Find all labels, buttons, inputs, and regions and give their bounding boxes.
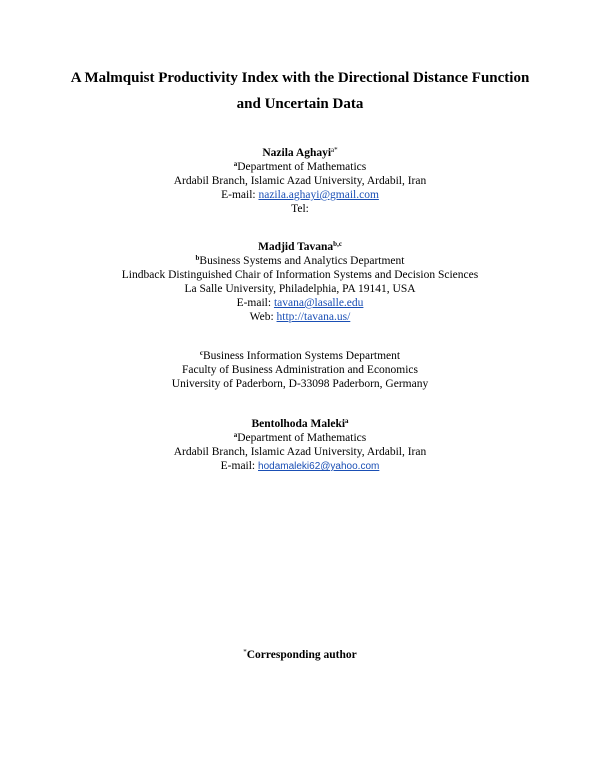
author-2-email-link[interactable]: tavana@lasalle.edu [273, 297, 364, 309]
author-3-affiliation-mark: a [233, 431, 238, 439]
author-2-web-label: Web: [249, 311, 277, 323]
affiliation-c [0, 349, 600, 363]
author-3-email-link[interactable]: hodamaleki62@yahoo.com [258, 461, 380, 472]
author-1-email-link[interactable]: nazila.aghayi@gmail.com [258, 189, 379, 201]
author-3-email-label: E-mail: [220, 460, 259, 472]
author-1-department: Department of Mathematics [237, 161, 367, 173]
affiliation-c-mark: c [199, 349, 204, 357]
affiliation-c-faculty: Faculty of Business Administration and Economics [181, 364, 419, 376]
author-2-name: Madjid Tavana [258, 241, 334, 253]
affiliation-c-university: University of Paderborn, D-33098 Paderborn, Germany [171, 378, 429, 390]
author-3-address: Ardabil Branch, Islamic Azad University, Ardabil, Iran [173, 446, 427, 458]
author-1-affiliation-mark: a [233, 160, 238, 168]
author-2-web-link[interactable]: http://tavana.us/ [276, 311, 351, 323]
author-3-name: Bentolhoda Maleki [251, 418, 346, 430]
author-2-web-line [0, 310, 600, 324]
author-1 [0, 146, 600, 160]
paper-title-line-2: and Uncertain Data [236, 96, 364, 112]
author-3-department: Department of Mathematics [237, 432, 367, 444]
author-2 [0, 240, 600, 254]
affiliation-c-department: Business Information Systems Department [203, 350, 401, 362]
author-3 [0, 417, 600, 431]
author-1-email-label: E-mail: [221, 189, 259, 201]
author-1-tel: Tel: [291, 203, 309, 215]
author-2-marks: b,c [333, 240, 342, 248]
author-2-affiliation-mark: b [195, 254, 200, 262]
author-2-department: Business Systems and Analytics Department [199, 255, 405, 267]
paper-title-line-1: A Malmquist Productivity Index with the Directional Distance Function [70, 70, 530, 86]
author-1-marks: a* [331, 146, 338, 154]
author-2-chair: Lindback Distinguished Chair of Information Systems and Decision Sciences [121, 269, 479, 281]
author-2-email-line [0, 296, 600, 310]
corresponding-author-note [0, 648, 600, 662]
corresponding-author-mark: * [243, 648, 247, 656]
author-1-email-line [0, 188, 600, 202]
author-1-name: Nazila Aghayi [262, 147, 332, 159]
author-2-email-label: E-mail: [236, 297, 274, 309]
author-1-address: Ardabil Branch, Islamic Azad University, Ardabil, Iran [173, 175, 427, 187]
author-2-address: La Salle University, Philadelphia, PA 19141, USA [184, 283, 416, 295]
author-3-marks: a [345, 417, 349, 425]
corresponding-author-text: Corresponding author [246, 649, 357, 661]
author-3-affiliation [0, 431, 600, 445]
author-2-affiliation [0, 254, 600, 268]
author-3-email-line [0, 459, 600, 474]
author-1-affiliation [0, 160, 600, 174]
